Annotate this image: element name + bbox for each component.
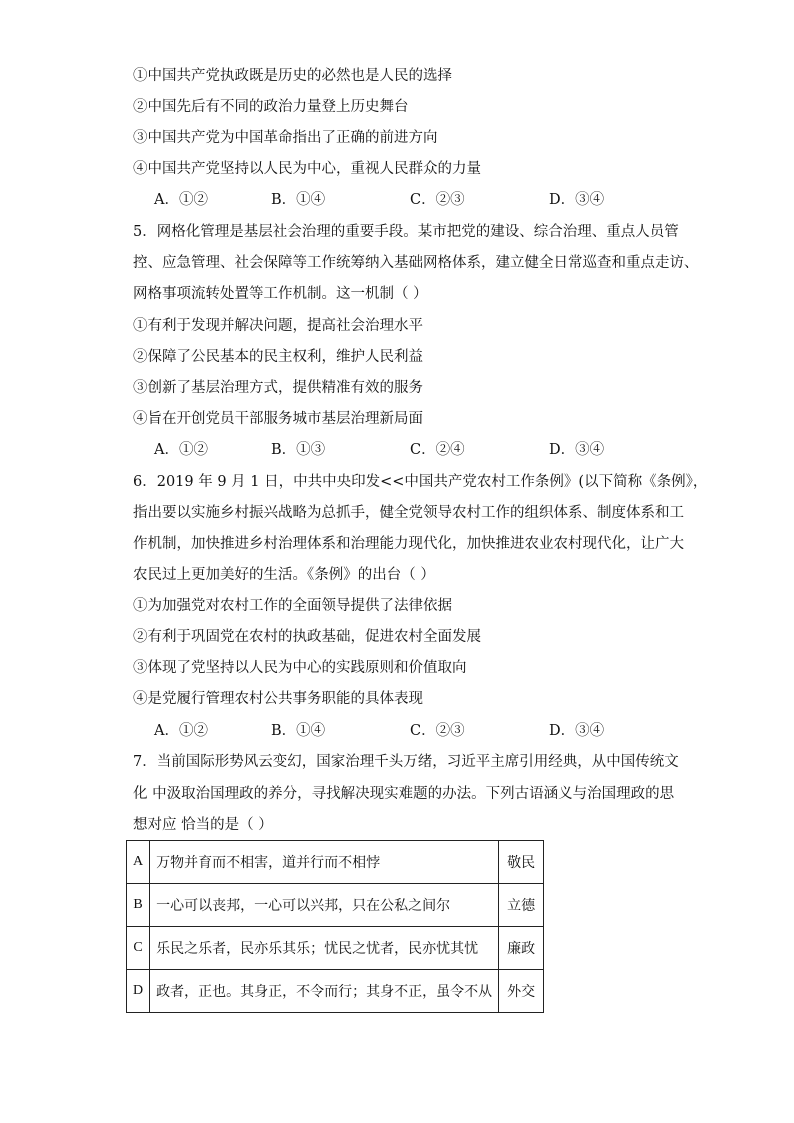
row-quote: 万物并育而不相害，道并行而不相悖 — [150, 841, 499, 884]
q6-stem-line-1: 6．2019 年 9 月 1 日，中共中央印发<<中国共产党农村工作条例》(以下简称《条例》， — [133, 474, 708, 490]
row-topic: 外交 — [499, 970, 544, 1013]
q4-option-c[interactable]: C．②③ — [410, 192, 465, 208]
q4-option-a[interactable]: A．①② — [154, 192, 208, 208]
q5-statement-3: ③创新了基层治理方式，提供精准有效的服务 — [133, 380, 423, 396]
row-topic: 廉政 — [499, 927, 544, 970]
q5-stem-line-3: 网格事项流转处置等工作机制。这一机制（ ） — [133, 286, 428, 302]
table-row[interactable] — [127, 841, 544, 884]
q7-options-table — [126, 840, 544, 1013]
row-quote: 乐民之乐者，民亦乐其乐；忧民之忧者，民亦忧其忧 — [150, 927, 499, 970]
q6-option-c[interactable]: C．②③ — [410, 723, 465, 739]
q7-stem-line-1: 7．当前国际形势风云变幻，国家治理千头万绪，习近平主席引用经典，从中国传统文 — [133, 754, 679, 770]
row-topic: 立德 — [499, 884, 544, 927]
q6-option-a[interactable]: A．①② — [154, 723, 208, 739]
q4-option-d[interactable]: D．③④ — [549, 192, 605, 208]
table-row[interactable] — [127, 970, 544, 1013]
q4-option-b[interactable]: B．①④ — [271, 192, 326, 208]
q6-statement-1: ①为加强党对农村工作的全面领导提供了法律依据 — [133, 598, 452, 614]
q5-option-c[interactable]: C．②④ — [410, 442, 465, 458]
q6-option-d[interactable]: D．③④ — [549, 723, 605, 739]
q6-statement-2: ②有利于巩固党在农村的执政基础，促进农村全面发展 — [133, 629, 481, 645]
q5-statement-4: ④旨在开创党员干部服务城市基层治理新局面 — [133, 411, 423, 427]
q5-option-a[interactable]: A．①② — [154, 442, 208, 458]
row-topic: 敬民 — [499, 841, 544, 884]
q4-statement-1: ①中国共产党执政既是历史的必然也是人民的选择 — [133, 68, 452, 84]
row-letter: B — [127, 884, 150, 927]
table-row[interactable] — [127, 927, 544, 970]
q5-stem-line-1: 5．网格化管理是基层社会治理的重要手段。某市把党的建设、综合治理、重点人员管 — [133, 224, 679, 240]
q6-statement-3: ③体现了党坚持以人民为中心的实践原则和价值取向 — [133, 660, 467, 676]
q4-statement-4: ④中国共产党坚持以人民为中心，重视人民群众的力量 — [133, 161, 481, 177]
q5-statement-1: ①有利于发现并解决问题，提高社会治理水平 — [133, 318, 423, 334]
row-letter: C — [127, 927, 150, 970]
q6-stem-line-3: 作机制，加快推进乡村治理体系和治理能力现代化，加快推进农业农村现代化，让广大 — [133, 536, 684, 552]
q6-stem-line-4: 农民过上更加美好的生活。《条例》的出台（ ） — [133, 567, 435, 583]
row-letter: D — [127, 970, 150, 1013]
q5-statement-2: ②保障了公民基本的民主权利，维护人民利益 — [133, 349, 423, 365]
q4-statement-2: ②中国先后有不同的政治力量登上历史舞台 — [133, 99, 409, 115]
q6-stem-line-2: 指出要以实施乡村振兴战略为总抓手，健全党领导农村工作的组织体系、制度体系和工 — [133, 505, 684, 521]
q6-statement-4: ④是党履行管理农村公共事务职能的具体表现 — [133, 691, 423, 707]
row-quote: 政者，正也。其身正，不令而行；其身不正，虽令不从 — [150, 970, 499, 1013]
table-row[interactable] — [127, 884, 544, 927]
row-quote: 一心可以丧邦，一心可以兴邦，只在公私之间尔 — [150, 884, 499, 927]
q5-option-d[interactable]: D．③④ — [549, 442, 605, 458]
row-letter: A — [127, 841, 150, 884]
q5-stem-line-2: 控、应急管理、社会保障等工作统筹纳入基础网格体系，建立健全日常巡查和重点走访、 — [133, 255, 699, 271]
q7-stem-line-3: 想对应 恰当的是（ ） — [133, 817, 273, 833]
q7-stem-line-2: 化 中汲取治国理政的养分，寻找解决现实难题的办法。下列古语涵义与治国理政的思 — [133, 786, 675, 802]
q5-option-b[interactable]: B．①③ — [271, 442, 326, 458]
q4-statement-3: ③中国共产党为中国革命指出了正确的前进方向 — [133, 130, 438, 146]
q6-option-b[interactable]: B．①④ — [271, 723, 326, 739]
